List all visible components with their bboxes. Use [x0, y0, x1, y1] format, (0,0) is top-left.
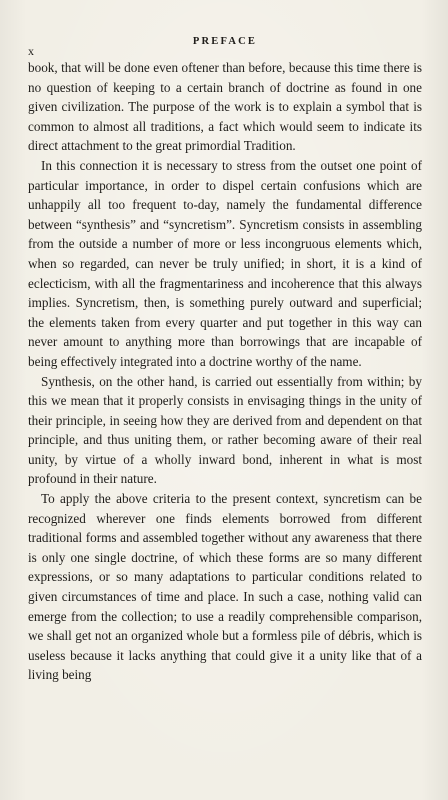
paragraph-continued: book, that will be done even oftener than before, because this time there is no question of keeping to a certain branch of doctrine as found in one given civilization. The purpose of the work is to explain a symbol that is common to almost all traditions, a fact which would seem to indicate its direct attachment to the great primordial Tradition. — [28, 60, 422, 154]
body-text — [28, 58, 422, 685]
paragraph-synthesis-definition: Synthesis, on the other hand, is carried out essentially from within; by this we mean that it properly consists in envisaging things in the unity of their principle, in seeing how they are derived from and dependent on that principle, and thus uniting them, or rather becoming aware of their real unity, by virtue of a wholly inward bond, inherent in what is most profound in their nature. — [28, 373, 422, 487]
paragraph-synthesis-syncretism: In this connection it is necessary to stress from the outset one point of particular importance, in order to dispel certain confusions which are unhappily all too frequent to-day, namely the fundamental difference between “synthesis” and “syncretism”. Syncretism consists in assembling from the outside a number of more or less incongruous elements which, when so regarded, can never be truly unified; in short, it is a kind of eclecticism, with all the fragmentariness and incoherence that this always implies. Syncretism, then, is something purely outward and superficial; the elements taken from every quarter and put together in this way can never amount to anything more than borrowings that are incapable of being effectively integrated into a doctrine worthy of the name. — [28, 157, 422, 369]
paragraph-criteria: To apply the above criteria to the present context, syncretism can be recognized wherever one finds elements borrowed from different traditional forms and assembled together without any awareness that there is only one single doctrine, of which these forms are so many different expressions, or so many adaptations to particular conditions related to given circumstances of time and place. In such a case, nothing valid can emerge from the collection; to use a readily comprehensible comparison, we shall get not an organized whole but a formless pile of débris, which is useless because it lacks anything that could give it a unity like that of a living being — [28, 491, 422, 683]
page-header — [28, 36, 422, 56]
running-head: PREFACE — [192, 36, 258, 47]
page-number: x — [28, 44, 35, 58]
